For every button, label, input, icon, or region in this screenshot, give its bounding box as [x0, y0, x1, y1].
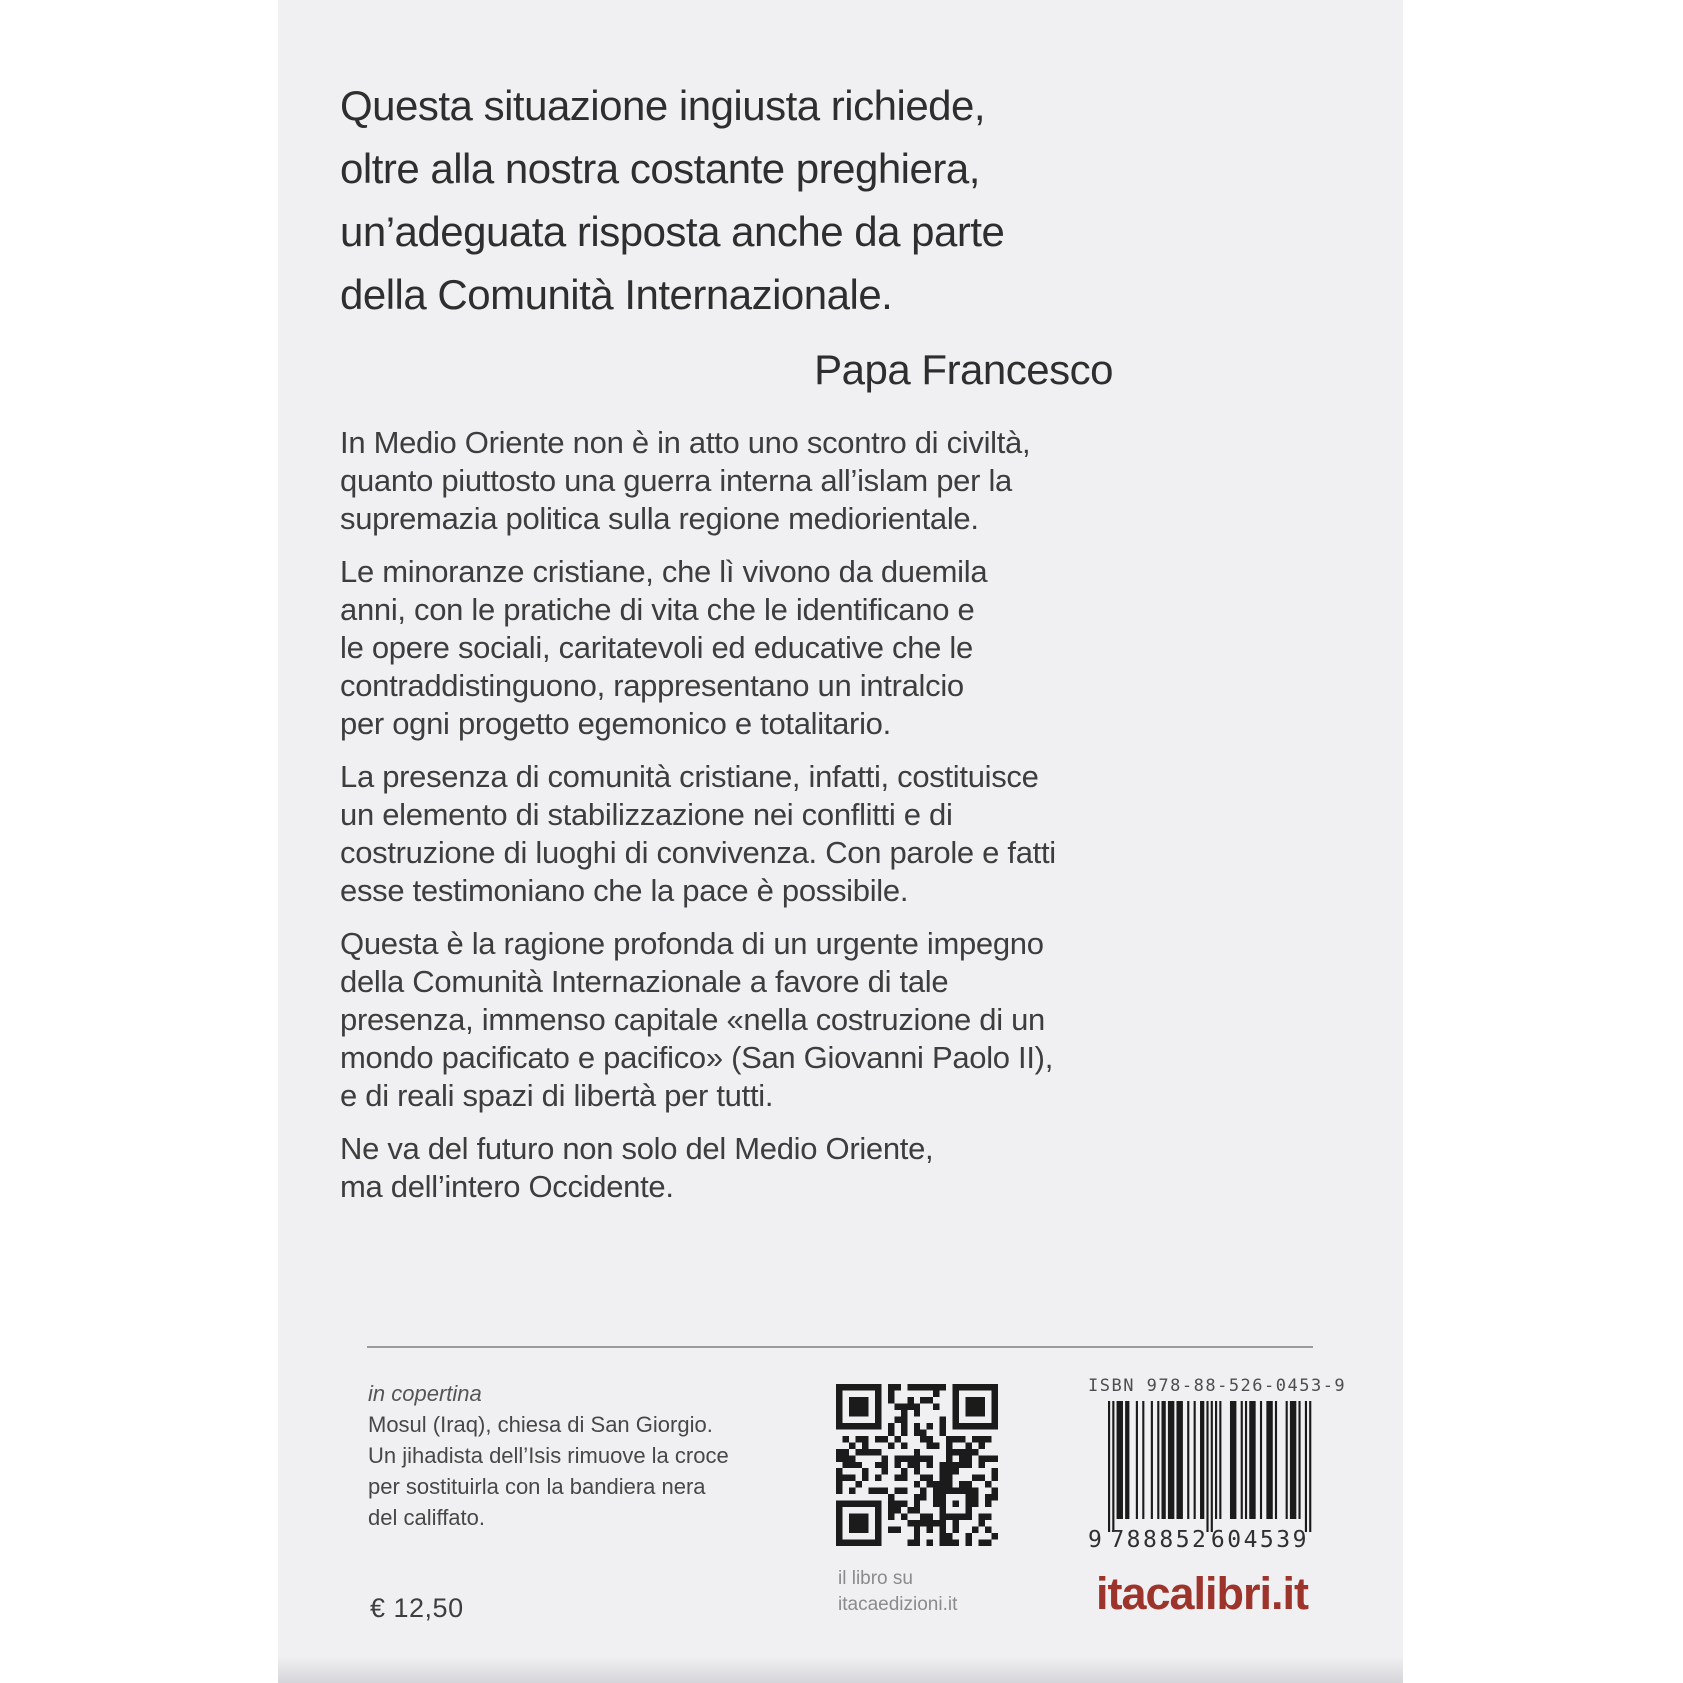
text-line: le opere sociali, caritatevoli ed educative che le	[340, 630, 973, 665]
cover-caption-label: in copertina	[368, 1381, 482, 1406]
text-line: esse testimoniano che la pace è possibile.	[340, 873, 909, 908]
text-line: Mosul (Iraq), chiesa di San Giorgio.	[368, 1412, 713, 1437]
body-text	[340, 424, 1200, 1221]
text-line: anni, con le pratiche di vita che le identificano e	[340, 592, 975, 627]
text-line: costruzione di luoghi di convivenza. Con parole e fatti	[340, 835, 1056, 870]
isbn-label: ISBN 978-88-526-0453-9	[1088, 1376, 1347, 1396]
qr-code	[836, 1384, 998, 1546]
text-line: un’adeguata risposta anche da parte	[340, 208, 1005, 255]
text-line: quanto piuttosto una guerra interna all’islam per la	[340, 463, 1012, 498]
barcode-digits-right: 604539	[1210, 1527, 1309, 1551]
text-line: del califfato.	[368, 1505, 486, 1530]
text-line: itacaedizioni.it	[838, 1594, 958, 1615]
text-line: un elemento di stabilizzazione nei conflitti e di	[340, 797, 953, 832]
text-line: per ogni progetto egemonico e totalitario.	[340, 706, 891, 741]
text-line: oltre alla nostra costante preghiera,	[340, 145, 980, 192]
price-label: € 12,50	[370, 1593, 464, 1623]
text-line: presenza, immenso capitale «nella costruzione di un	[340, 1002, 1045, 1037]
qr-code-svg	[836, 1384, 998, 1546]
cover-caption-lines	[368, 1409, 729, 1533]
cover-bottom-edge	[278, 1657, 1403, 1683]
text-line: Ne va del futuro non solo del Medio Oriente,	[340, 1131, 934, 1166]
barcode-svg	[1088, 1399, 1316, 1551]
isbn-zone	[1088, 1376, 1347, 1556]
text-line: della Comunità Internazionale a favore di tale	[340, 964, 949, 999]
body-paragraph	[340, 1130, 1200, 1206]
text-line: Questa è la ragione profonda di un urgente impegno	[340, 926, 1044, 961]
barcode-digits-left: 788852	[1110, 1527, 1209, 1551]
text-line: della Comunità Internazionale.	[340, 271, 893, 318]
body-paragraph	[340, 553, 1200, 743]
quote-block	[340, 74, 1160, 326]
quote-attribution: Papa Francesco	[814, 346, 1113, 393]
qr-caption	[838, 1566, 957, 1618]
text-line: Le minoranze cristiane, che lì vivono da duemila	[340, 554, 988, 589]
text-line: Questa situazione ingiusta richiede,	[340, 82, 986, 129]
body-paragraph	[340, 424, 1200, 538]
text-line: per sostituirla con la bandiera nera	[368, 1474, 706, 1499]
book-cover	[278, 0, 1403, 1683]
text-line: supremazia politica sulla regione mediorientale.	[340, 501, 979, 536]
ean13-barcode	[1088, 1399, 1316, 1556]
text-line: il libro su	[838, 1568, 913, 1589]
cover-caption	[368, 1378, 729, 1533]
text-line: La presenza di comunità cristiane, infatti, costituisce	[340, 759, 1039, 794]
text-line: ma dell’intero Occidente.	[340, 1169, 674, 1204]
barcode-digit-first: 9	[1088, 1527, 1105, 1551]
text-line: In Medio Oriente non è in atto uno scontro di civiltà,	[340, 425, 1031, 460]
footer-divider	[367, 1346, 1313, 1348]
body-paragraph	[340, 925, 1200, 1115]
text-line: Un jihadista dell’Isis rimuove la croce	[368, 1443, 729, 1468]
text-line: e di reali spazi di libertà per tutti.	[340, 1078, 774, 1113]
text-line: contraddistinguono, rappresentano un intralcio	[340, 668, 964, 703]
body-paragraph	[340, 758, 1200, 910]
publisher-site-text: itacalibri.it	[1095, 1568, 1309, 1619]
text-line: mondo pacificato e pacifico» (San Giovanni Paolo II),	[340, 1040, 1054, 1075]
